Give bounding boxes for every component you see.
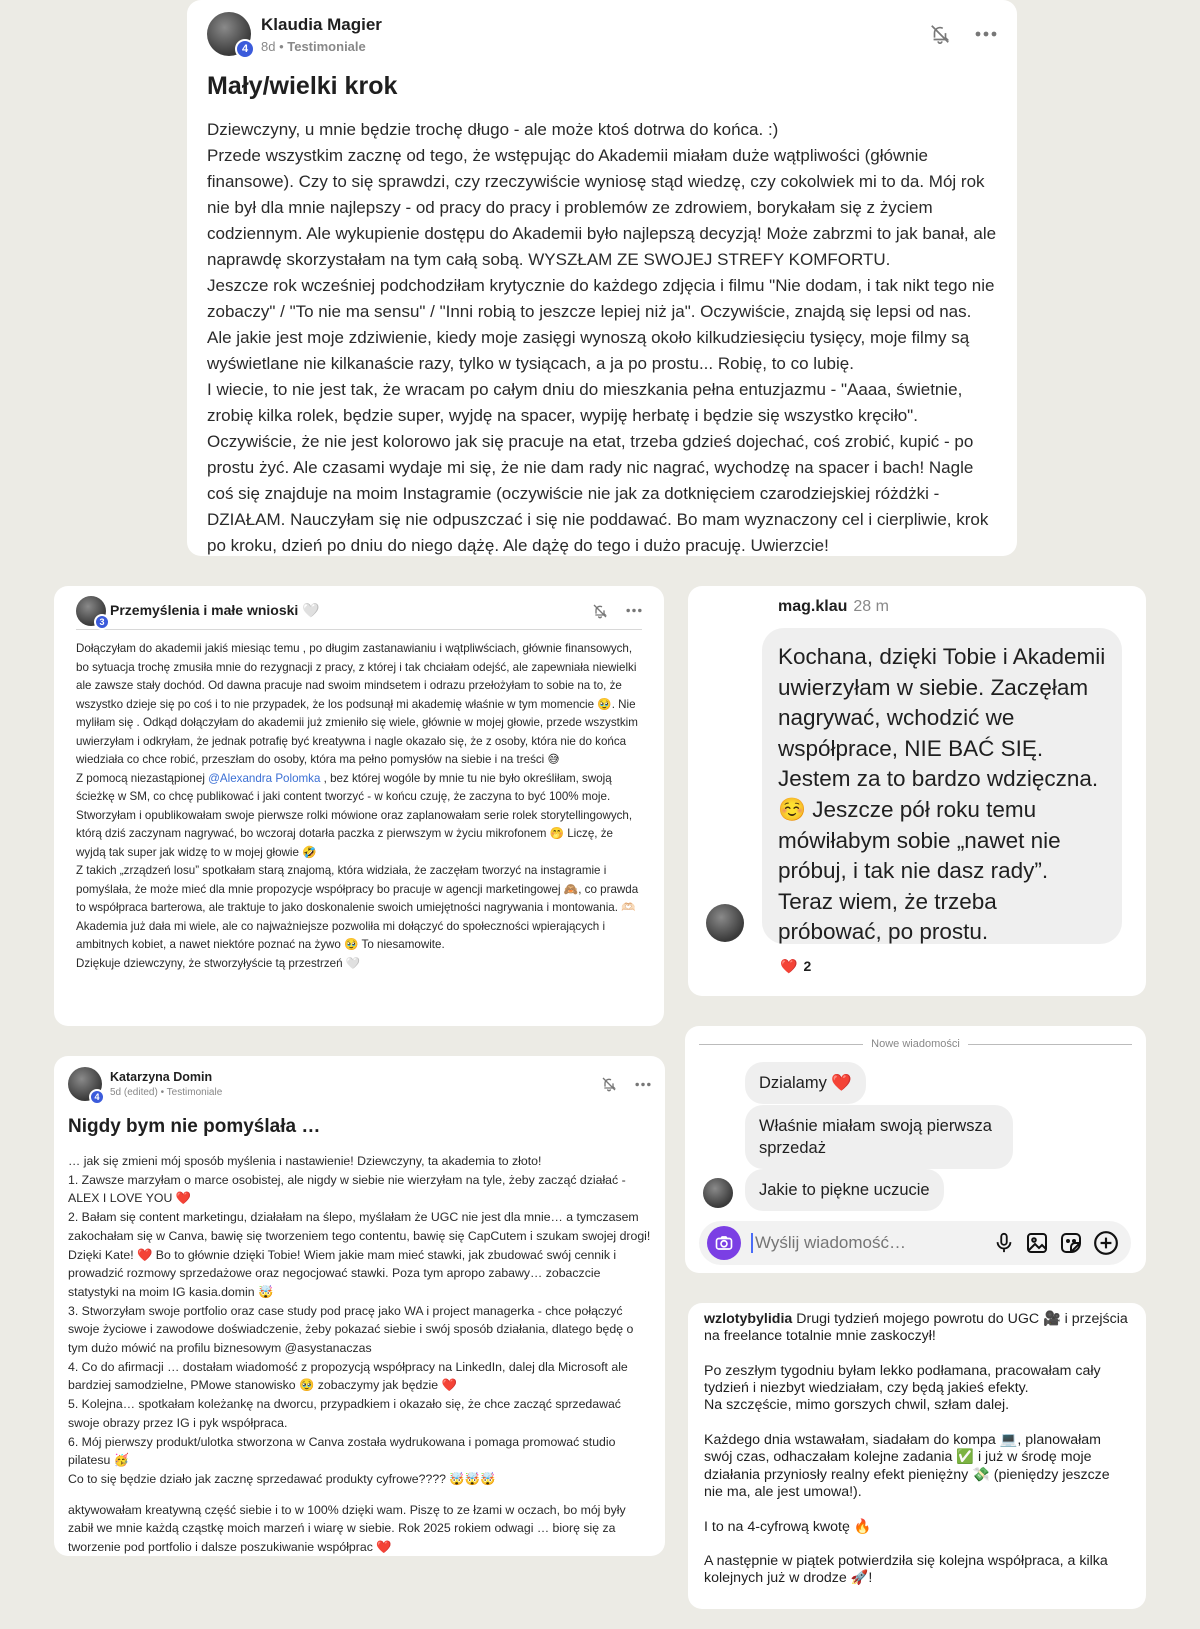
body-part: Dołączyłam do akademii jakiś miesiąc temu , po długim zastanawianiu i wątpliwściach, głównie finansowych, bo sytuacja trochę zmusiła mnie do rezygnacji z pracy, z której i tak chciałam odejść, ale zapewniała niewielki ale zawsze stały dochód. Od dawna pracuje nad swoim mindsetem i odrazu przełożyłam to sobie na to, że wszystko dzieje się po coś i to nie przypadek, że los podsunął mi akademię właśnie w tym momencie 🥹. Nie myliłam się . Odkąd dołączyłam do akademii już zmieniło się wiele, głównie w mojej głowie, przede wszystkim uwierzyłam i odkryłam, że jednak potrafię być kreatywna i nagle okazało się, że z osoby, która nie do końca wiedziała co chce robić, przeszłam do osoby, która ma pełno pomysłów na siebie i na treści 😅 Z pomocą niezastąpionej bbox=[76, 642, 638, 785]
reaction-count: 2 bbox=[803, 958, 812, 974]
post-card-katarzyna bbox=[54, 1056, 665, 1556]
message-bubble: Dzialamy ❤️ bbox=[745, 1062, 866, 1104]
post-body-continued: aktywowałam kreatywną część siebie i to w 100% dzięki wam. Piszę to ze łzami w oczach, bo mój były zabił we mnie każdą cząstkę moich marzeń i wiarę w siebie. Rok 2025 rokiem odwagi … biorę się za tworzenie pod portfolio i dalsze poszukiwanie współprac ❤️ bbox=[68, 1502, 630, 1555]
post-body: … jak się zmieni mój sposób myślenia i nastawienie! Dziewczyny, ta akademia to złoto! 1. Zawsze marzyłam o marce osobistej, ale nigdy w siebie nie wierzyłam na tyle, żeby zacząć działać - ALEX I LOVE YOU ❤️ 2. Bałam się content marketingu, działałam na ślepo, myślałam że UGC nie jest dla mnie… a tymczasem zakochałam się w Canva, bawię się tworzeniem tego contentu, bawię się CapCutem i szukam swojej drogi! Dzięki Kate! ❤️ Bo to głównie dzięki Tobie! Wiem jakie mam mieć stawki, jak zbudować swój cennik i prowadzić rozmowy sprzedażowe oraz negocjować stawki. Poza tym apropo zabawy… zobaczcie statystyki na moim IG kasia.domin 🤯 3. Stworzyłam swoje portfolio oraz case study pod pracę jako WA i project managerka - chce połączyć swoje życiowe i zawodowe doświadczenie, żeby pokazać siebie i swój sposób działania, dlatego będę o tym dużo mówić na profilu biznesowym @asystanaczas 4. Co do afirmacji … dostałam wiadomość z propozycją współpracy na LinkedIn, dalej dla Microsoft ale bardziej samodzielne, PMowe stanowisko 🥹 zobaczymy jak będzie ❤️ 5. Kolejna… spotkałam koleżankę na dworcu, przypadkiem i okazało się, że chce zacząć sprzedawać swoje obrazy przez IG i pyk współpraca. 6. Mój pierwszy produkt/ulotka stworzona w Canva została wydrukowana i pomaga promować studio pilatesu 🥳 Co to się będzie działo jak zacznę sprzedawać produkty cyfrowe???? 🤯🤯🤯 bbox=[68, 1154, 651, 1486]
dm-thread-sales bbox=[685, 1026, 1146, 1273]
post-meta: 8d • Testimoniale bbox=[261, 38, 366, 54]
caption bbox=[704, 1311, 1130, 1588]
level-badge: 4 bbox=[235, 39, 255, 59]
post-title: Mały/wielki krok bbox=[207, 72, 398, 100]
caption-text: Drugi tydzień mojego powrotu do UGC 🎥 i przejścia na freelance totalnie mnie zaskoczył! Po zeszłym tygodniu byłam lekko podłamana, pracowałam cały tydzień i niezbyt wiedziałam, czy będą jakieś efekty. Na szczęście, mimo gorszych chwil, szłam dalej. Każdego dnia wstawałam, siadałam do kompa 💻, planowałam swój czas, odhaczałam kolejne zadania ✅ i już w środę moje działania przyniosły realny efekt pieniężny 💸 (pieniędzy jeszcze nie ma, ale jest umowa!). I to na 4-cyfrową kwotę 🔥 A następnie w piątek potwierdziła się kolejna współpraca, a kilka kolejnych już w drodze 🚀! bbox=[704, 1311, 1128, 1587]
author-name[interactable]: Klaudia Magier bbox=[261, 14, 382, 34]
avatar[interactable] bbox=[207, 12, 251, 56]
post-title: Przemyślenia i małe wnioski 🤍 bbox=[110, 602, 320, 618]
post-body bbox=[76, 640, 642, 973]
new-messages-divider bbox=[699, 1032, 1132, 1056]
message-composer bbox=[699, 1221, 1131, 1265]
post-header bbox=[76, 596, 642, 630]
message-bubble: Jakie to piękne uczucie bbox=[745, 1169, 944, 1211]
dm-thread-mag-klau bbox=[688, 586, 1146, 996]
mic-icon[interactable] bbox=[993, 1231, 1015, 1255]
bell-off-icon[interactable] bbox=[601, 1076, 617, 1092]
post-title: Nigdy bym nie pomyślała … bbox=[68, 1116, 321, 1137]
avatar[interactable] bbox=[706, 904, 744, 942]
dm-header bbox=[778, 598, 1128, 616]
post-meta: 5d (edited) • Testimoniale bbox=[110, 1087, 223, 1098]
post-body: Dziewczyny, u mnie będzie trochę długo - ale może ktoś dotrwa do końca. :) Przede wszystkim zacznę od tego, że wstępując do Akademii miałam duże wątpliwości (głównie finansowe). Czy to się sprawdzi, czy rzeczywiście wyniosę stąd wiedzę, czy cokolwiek mi to da. Mój rok nie był dla mnie najlepszy - od pracy do pracy i problemów ze zdrowiem, borykałam się z życiem codziennym. Ale wykupienie dostępu do Akademii było najlepszą decyzją! Może zabrzmi to jak banał, ale naprawdę skorzystałam na tym całą sobą. WYSZŁAM ZE SWOJEJ STREFY KOMFORTU. Jeszcze rok wcześniej podchodziłam krytycznie do każdego zdjęcia i filmu "Nie dodam, i tak nikt tego nie zobaczy" / "To nie ma sensu" / "Inni robią to jeszcze lepiej niż ja". Oczywiście, znajdą się lepsi od nas. Ale jakie jest moje zdziwienie, kiedy moje zasięgi wynoszą około kilkudziesięciu tysięcy, moje filmy są wyświetlane nie kilkanaście razy, tylko w tysiącach, a ja po prostu... Robię, to co lubię. I wiecie, to nie jest tak, że wracam po całym dniu do mieszkania pełna entuzjazmu - "Aaaa, świetnie, zrobię kilka rolek, będzie super, wyjdę na spacer, wypiję herbatę i będzie się wszystko kręciło". Oczywiście, że nie jest kolorowo jak się pracuje na etat, trzeba gdzieś dojechać, coś zrobić, kupić - po prostu żyć. Ale czasami wydaje mi się, że nie dam rady nic nagrać, wychodzę na spacer i bach! Nagle coś się znajduje na moim Instagramie (oczywiście nie jak za dotknięciem czarodziejskiej różdżki - DZIAŁAM. Nauczyłam się nie odpuszczać i się nie poddawać. Bo mam wyznaczony cel i cierpliwie, krok po kroku, dzień po dniu do niego dążę. Ale dążę do tego i dużo pracuję. Uwierzcie! bbox=[207, 120, 997, 555]
avatar[interactable] bbox=[76, 596, 106, 626]
caption-username[interactable]: wzlotybylidia bbox=[704, 1311, 793, 1327]
message-input[interactable] bbox=[751, 1233, 983, 1253]
level-badge: 4 bbox=[89, 1089, 105, 1105]
divider-label: Nowe wiadomości bbox=[871, 1038, 960, 1050]
reaction-pill[interactable] bbox=[770, 950, 821, 982]
plus-circle-icon[interactable] bbox=[1093, 1230, 1119, 1256]
avatar[interactable] bbox=[703, 1178, 733, 1208]
camera-icon[interactable] bbox=[707, 1226, 741, 1260]
sticker-icon[interactable] bbox=[1059, 1231, 1083, 1255]
post-card-wzlotybylidia bbox=[688, 1303, 1146, 1609]
bell-off-icon[interactable] bbox=[929, 23, 951, 45]
message-bubble: Kochana, dzięki Tobie i Akademii uwierzyłam w siebie. Zaczęłam nagrywać, wchodzić we współprace, NIE BAĆ SIĘ. Jestem za to bardzo wdzięczna. ☺️ Jeszcze pół roku temu mówiłabym sobie „nawet nie próbuj, i tak nie dasz rady”. Teraz wiem, że trzeba próbować, po prostu. bbox=[762, 628, 1122, 944]
dm-time: 28 m bbox=[853, 598, 889, 615]
image-icon[interactable] bbox=[1025, 1231, 1049, 1255]
post-age: 8d bbox=[261, 38, 276, 54]
post-header bbox=[207, 12, 997, 56]
bell-off-icon[interactable] bbox=[592, 603, 608, 619]
post-card-przemyslenia bbox=[54, 586, 664, 1026]
more-icon[interactable] bbox=[635, 1082, 651, 1087]
author-name[interactable]: Katarzyna Domin bbox=[110, 1070, 213, 1084]
message-bubble: Właśnie miałam swoją pierwsza sprzedaż bbox=[745, 1105, 1013, 1169]
more-icon[interactable] bbox=[626, 608, 642, 613]
dm-username[interactable]: mag.klau bbox=[778, 598, 848, 615]
body-part: , bez której wogóle by mnie tu nie było określiłam, swoją ścieżkę w SM, co chcę publikować i jaki content tworzyć - w końcu czuję, że zaczyna to być 100% moje. Stworzyłam i opublikowałam swoje pierwsze rolki mówione oraz zaplanowałam serie rolek storytellingowych, którą dziś zaczynam nagrywać, bo wczoraj dotarła paczka z pierwszym w życiu mikrofonem 🤭 Liczę, że wyjdą tak super jak widzę to w mojej głowie 🤣 Z takich „zrządzeń losu” spotkałam starą znajomą, która widziała, że zaczęłam tworzyć na instagramie i pomyślała, że może mieć dla mnie propozycje współpracy bo pracuje w agencji marketingowej 🙈, co prawda to współpraca barterowa, ale traktuje to jako doskonalenie swoich umiejętności nagrywania i montowania. 🫶🏻 Akademia już dała mi wiele, ale co najważniejsze pozwoliła mi dołączyć do społeczności wpierających i ambitnych kobiet, a nawet niektóre poznać na żywo 🥹 To niesamowite. Dziękuje dziewczyny, że stworzyłyście tą przestrzeń 🤍 bbox=[76, 771, 639, 970]
post-header bbox=[68, 1064, 651, 1104]
more-icon[interactable] bbox=[975, 31, 997, 37]
mention-link[interactable]: @Alexandra Polomka bbox=[208, 771, 321, 785]
avatar[interactable] bbox=[68, 1067, 102, 1101]
heart-icon: ❤️ bbox=[780, 957, 798, 974]
post-card-klaudia bbox=[187, 0, 1017, 556]
post-category[interactable]: Testimoniale bbox=[287, 38, 366, 54]
level-badge: 3 bbox=[94, 614, 110, 630]
